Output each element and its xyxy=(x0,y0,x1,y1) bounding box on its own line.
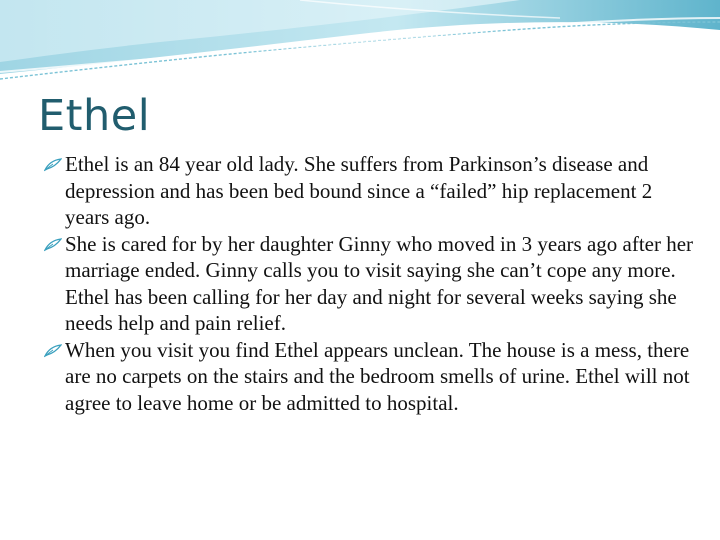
bullet-list xyxy=(44,151,694,416)
bullet-item xyxy=(44,337,694,417)
bullet-item xyxy=(44,231,694,337)
feather-bullet-icon xyxy=(44,344,62,358)
bullet-item xyxy=(44,151,694,231)
slide-title: Ethel xyxy=(38,91,151,141)
bullet-text: Ethel is an 84 year old lady. She suffers from Parkinson’s disease and depression and has been bed bound since a “failed” hip replacement 2 years ago. xyxy=(65,152,653,229)
feather-bullet-icon xyxy=(44,238,62,252)
header-wave-decoration xyxy=(0,0,720,90)
bullet-text: When you visit you find Ethel appears unclean. The house is a mess, there are no carpets on the stairs and the bedroom smells of urine. Ethel will not agree to leave home or be admitted to hospital. xyxy=(65,337,690,415)
feather-bullet-icon xyxy=(44,158,62,172)
bullet-text: She is cared for by her daughter Ginny who moved in 3 years ago after her marriage ended. Ginny calls you to visit saying she can’t cope any more. Ethel has been calling for her day and night for several weeks saying she needs help and pain relief. xyxy=(65,231,694,335)
